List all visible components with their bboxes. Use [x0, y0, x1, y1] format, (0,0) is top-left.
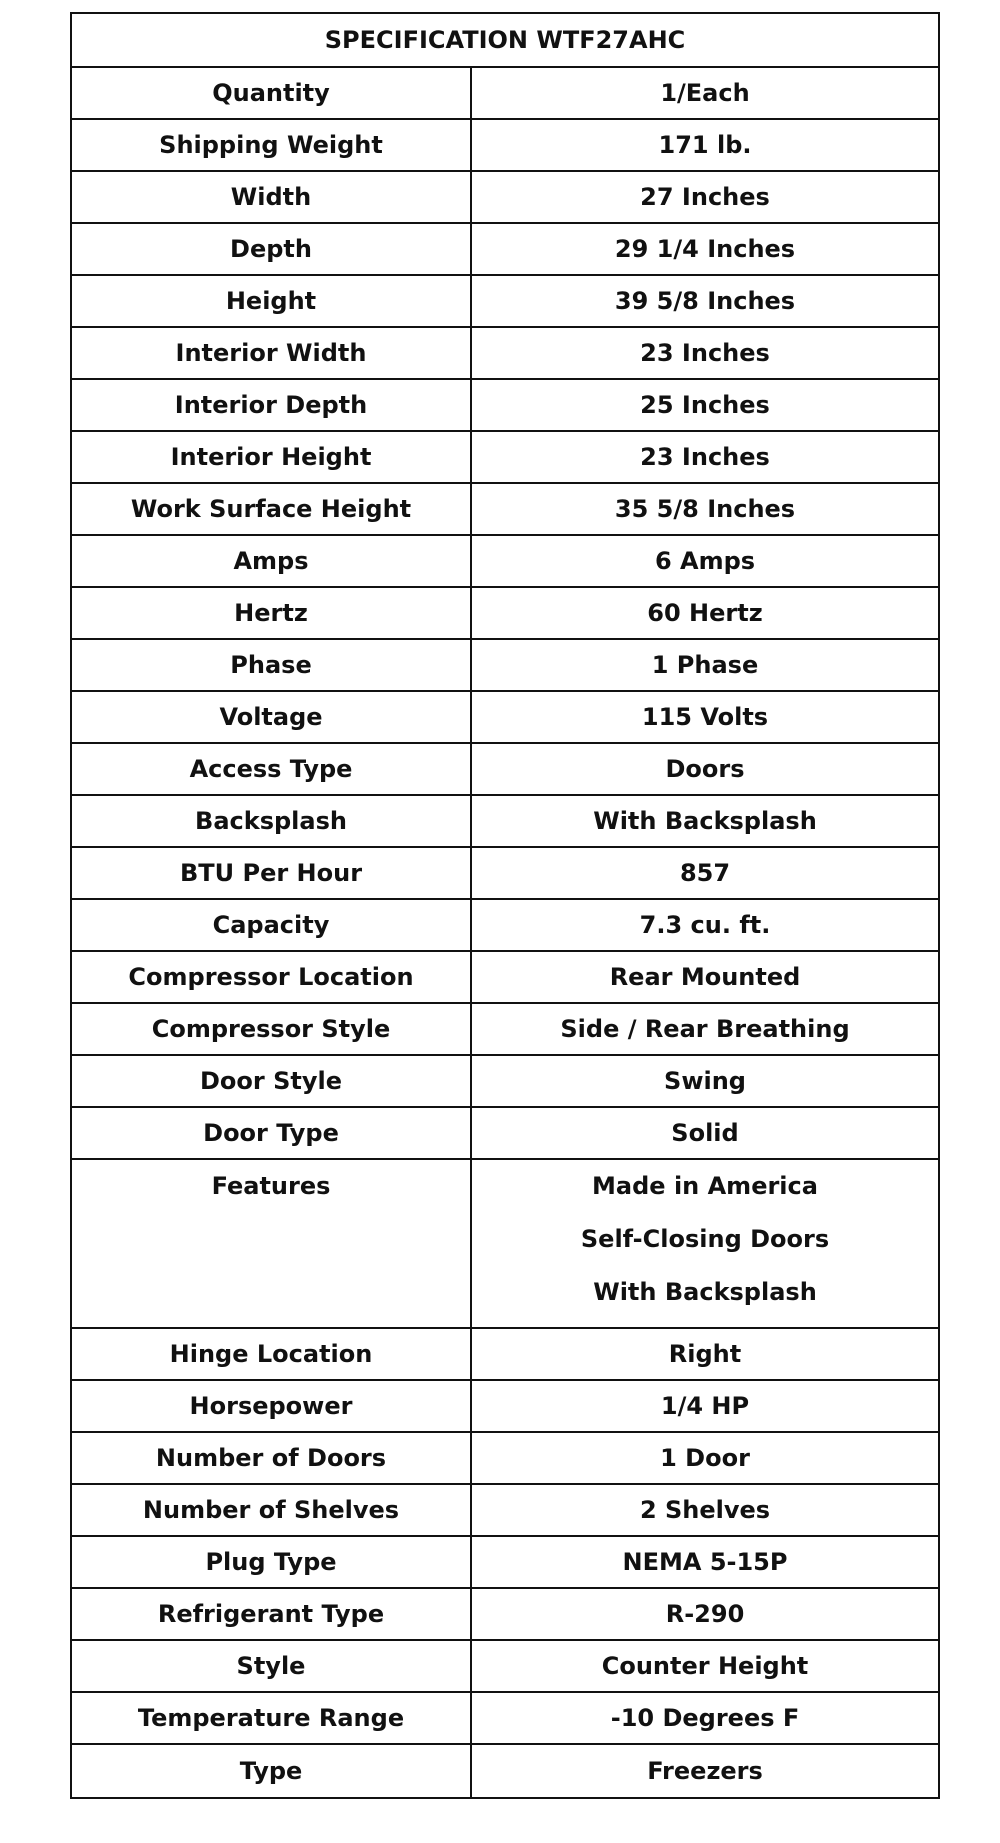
table-row	[71, 587, 939, 639]
spec-label: Interior Height	[71, 431, 471, 483]
feature-item: Self-Closing Doors	[580, 1225, 830, 1253]
features-label: Features	[211, 1172, 331, 1200]
spec-value: 6 Amps	[471, 535, 939, 587]
table-row	[71, 1744, 939, 1798]
table-row	[71, 1536, 939, 1588]
spec-value: 25 Inches	[471, 379, 939, 431]
table-row	[71, 899, 939, 951]
table-row	[71, 1380, 939, 1432]
spec-value: Right	[471, 1328, 939, 1380]
spec-value: With Backsplash	[471, 795, 939, 847]
table-row	[71, 483, 939, 535]
table-row	[71, 535, 939, 587]
spec-label: Door Style	[71, 1055, 471, 1107]
table-row	[71, 431, 939, 483]
table-row	[71, 275, 939, 327]
table-row	[71, 327, 939, 379]
spec-value: -10 Degrees F	[471, 1692, 939, 1744]
table-row	[71, 119, 939, 171]
spec-label: Work Surface Height	[71, 483, 471, 535]
spec-label: Horsepower	[71, 1380, 471, 1432]
spec-value: 23 Inches	[471, 327, 939, 379]
spec-value: R-290	[471, 1588, 939, 1640]
spec-label: Interior Width	[71, 327, 471, 379]
spec-label: Interior Depth	[71, 379, 471, 431]
feature-item: Made in America	[592, 1172, 818, 1200]
table-title: SPECIFICATION WTF27AHC	[71, 13, 939, 67]
spec-value: 27 Inches	[471, 171, 939, 223]
table-row	[71, 1432, 939, 1484]
spec-label: Temperature Range	[71, 1692, 471, 1744]
spec-label: Capacity	[71, 899, 471, 951]
table-body	[71, 67, 939, 1798]
table-row	[71, 223, 939, 275]
table-row	[71, 1588, 939, 1640]
spec-value: Side / Rear Breathing	[471, 1003, 939, 1055]
spec-label: Backsplash	[71, 795, 471, 847]
table-row	[71, 1003, 939, 1055]
spec-label: Depth	[71, 223, 471, 275]
spec-value: Rear Mounted	[471, 951, 939, 1003]
specification-table	[70, 12, 940, 1799]
table-row	[71, 951, 939, 1003]
spec-value: 1/4 HP	[471, 1380, 939, 1432]
spec-value: 60 Hertz	[471, 587, 939, 639]
spec-value: Swing	[471, 1055, 939, 1107]
table-row	[71, 691, 939, 743]
spec-value: 857	[471, 847, 939, 899]
spec-label: Phase	[71, 639, 471, 691]
table-row	[71, 379, 939, 431]
spec-label-features	[71, 1159, 471, 1328]
table-row	[71, 67, 939, 119]
spec-value-features	[471, 1159, 939, 1328]
spec-label: Compressor Style	[71, 1003, 471, 1055]
spec-label: Access Type	[71, 743, 471, 795]
spec-label: Style	[71, 1640, 471, 1692]
table-row	[71, 1640, 939, 1692]
spec-label: Number of Doors	[71, 1432, 471, 1484]
spec-value: 1 Door	[471, 1432, 939, 1484]
table-row	[71, 1692, 939, 1744]
spec-label: Type	[71, 1744, 471, 1798]
spec-label: Plug Type	[71, 1536, 471, 1588]
spec-label: BTU Per Hour	[71, 847, 471, 899]
table-row	[71, 1055, 939, 1107]
spec-value: 1/Each	[471, 67, 939, 119]
spec-label: Compressor Location	[71, 951, 471, 1003]
spec-label: Hinge Location	[71, 1328, 471, 1380]
spec-value: NEMA 5-15P	[471, 1536, 939, 1588]
table-row	[71, 171, 939, 223]
spec-label: Height	[71, 275, 471, 327]
spec-label: Quantity	[71, 67, 471, 119]
table-row	[71, 847, 939, 899]
table-header-row	[71, 13, 939, 67]
spec-value: 29 1/4 Inches	[471, 223, 939, 275]
spec-value: 39 5/8 Inches	[471, 275, 939, 327]
spec-value: 1 Phase	[471, 639, 939, 691]
spec-label: Shipping Weight	[71, 119, 471, 171]
features-row	[71, 1159, 939, 1328]
spec-label: Voltage	[71, 691, 471, 743]
spec-label: Number of Shelves	[71, 1484, 471, 1536]
spec-label: Width	[71, 171, 471, 223]
table-row	[71, 639, 939, 691]
spec-value: 35 5/8 Inches	[471, 483, 939, 535]
spec-label: Hertz	[71, 587, 471, 639]
table-row	[71, 1107, 939, 1159]
spec-value: 171 lb.	[471, 119, 939, 171]
table-row	[71, 1328, 939, 1380]
table-row	[71, 1484, 939, 1536]
spec-label: Amps	[71, 535, 471, 587]
spec-value: Doors	[471, 743, 939, 795]
feature-item: With Backsplash	[593, 1278, 817, 1306]
spec-value: Solid	[471, 1107, 939, 1159]
spec-value: 115 Volts	[471, 691, 939, 743]
spec-value: 23 Inches	[471, 431, 939, 483]
table-row	[71, 743, 939, 795]
spec-value: 7.3 cu. ft.	[471, 899, 939, 951]
spec-value: Counter Height	[471, 1640, 939, 1692]
spec-value: Freezers	[471, 1744, 939, 1798]
spec-label: Refrigerant Type	[71, 1588, 471, 1640]
table-row	[71, 795, 939, 847]
spec-value: 2 Shelves	[471, 1484, 939, 1536]
spec-label: Door Type	[71, 1107, 471, 1159]
